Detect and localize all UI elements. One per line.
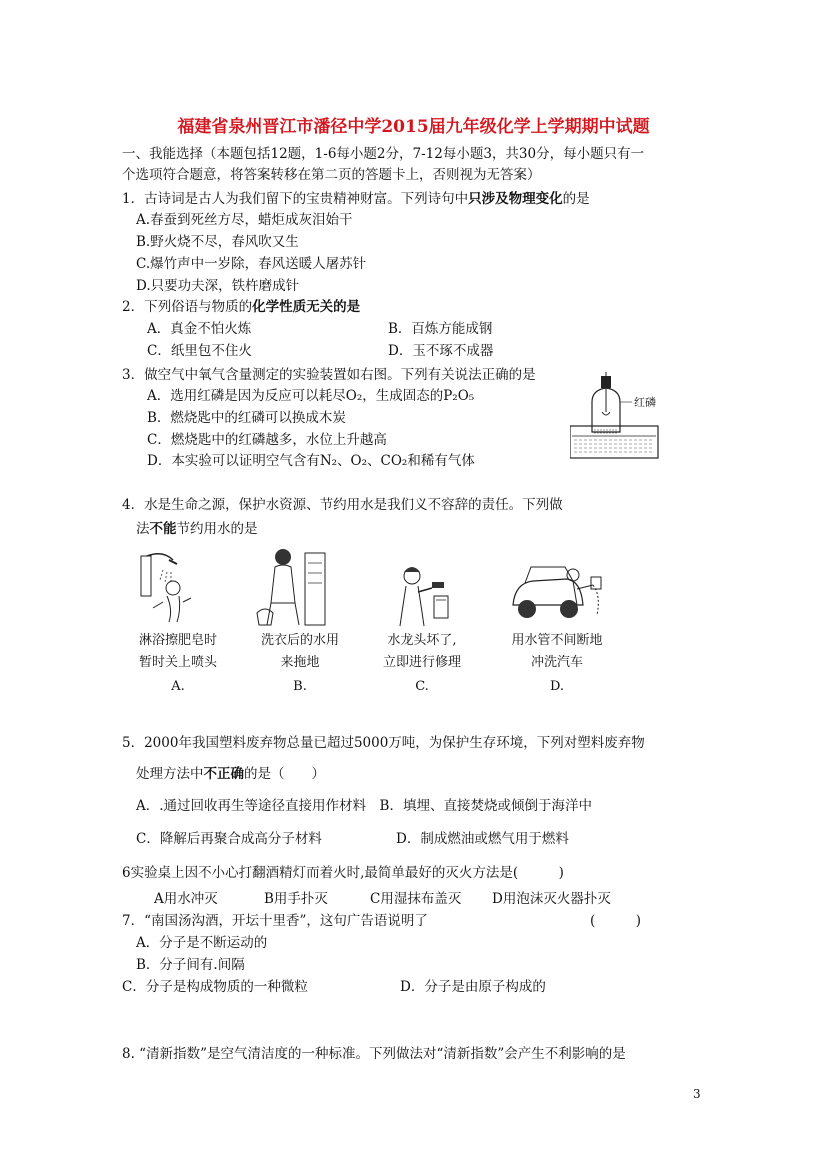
q6-option-c: C用湿抹布盖灭 <box>370 891 462 907</box>
q5-stem-line-2 <box>136 765 325 783</box>
q2-stem <box>122 298 360 316</box>
q3-option-c: C．燃烧匙中的红磷越多，水位上升越高 <box>147 432 387 448</box>
page-title: 福建省泉州晋江市潘径中学2015届九年级化学上学期期中试题 <box>177 117 650 137</box>
q1-stem-bold: 只涉及物理变化 <box>468 191 563 207</box>
q7-option-d: D．分子是由原子构成的 <box>400 979 546 995</box>
q3-option-b: B．燃烧匙中的红磷可以换成木炭 <box>147 410 346 426</box>
q4-stem-post: 节约用水的是 <box>176 521 258 537</box>
section-header-line-2: 个选项符合题意，将答案转移在第二页的答题卡上，否则视为无答案） <box>122 167 541 183</box>
q6-stem: 6实验桌上因不小心打翻酒精灯而着火时,最简单最好的灭火方法是( ) <box>122 865 564 881</box>
q1-option-b: B.野火烧不尽，春风吹又生 <box>136 234 299 250</box>
q4-option-c-caption <box>362 630 482 698</box>
q7-option-c: C．分子是构成物质的一种微粒 <box>122 979 308 995</box>
q4-option-d-caption-line-2: 冲洗汽车 <box>530 655 583 670</box>
q2-stem-pre: 2．下列俗语与物质的 <box>122 299 253 315</box>
q4-option-b-caption <box>240 630 360 698</box>
q1-option-d: D.只要功夫深，铁杵磨成针 <box>136 278 300 294</box>
q4-option-d-caption <box>492 630 622 698</box>
q2-option-d: D．玉不琢不成器 <box>388 343 494 359</box>
q4-option-b-letter: B. <box>293 679 307 694</box>
combustion-spoon <box>602 412 610 415</box>
q4-option-a-letter: A. <box>171 679 185 694</box>
q6-option-a: A用水冲灭 <box>154 891 218 907</box>
q4-stem-line-1: 4．水是生命之源，保护水资源、节约用水是我们义不容辞的责任。下列做 <box>122 497 563 513</box>
q1-stem-pre: 1．古诗词是古人为我们留下的宝贵精神财富。下列诗句中 <box>122 191 469 207</box>
q5-option-d: D．制成燃油或燃气用于燃料 <box>396 831 569 847</box>
faucet-repair-illustration <box>390 560 460 630</box>
q4-option-c-caption-line-2: 立即进行修理 <box>382 655 461 670</box>
q4-option-c-caption-line-1: 水龙头坏了, <box>387 633 457 648</box>
q2-option-a: A．真金不怕火炼 <box>147 321 252 337</box>
section-header-line-1: 一、我能选择（本题包括12题，1-6每小题2分，7-12每小题3，共30分，每小题只有一 <box>122 146 645 162</box>
q1-option-c: C.爆竹声中一岁除，春风送暖人屠苏针 <box>136 256 367 272</box>
q6-option-d: D用泡沫灭火器扑灭 <box>492 891 611 907</box>
q3-option-a: A．选用红磷是因为反应可以耗尽O₂，生成固态的P₂O₅ <box>147 388 475 404</box>
q4-stem-pre: 法 <box>136 521 150 537</box>
q6-option-b: B用手扑灭 <box>264 891 328 907</box>
q7-answer-paren: ( ) <box>590 913 642 929</box>
red-phosphorus-label: 红磷 <box>634 396 656 409</box>
q4-stem-bold: 不能 <box>149 521 177 537</box>
q1-stem-post: 的是 <box>562 191 590 207</box>
q5-option-c: C．降解后再聚合成高分子材料 <box>136 831 322 847</box>
q1-option-a: A.春蚕到死丝方尽，蜡炬成灰泪始干 <box>136 212 353 228</box>
car-washing-illustration <box>507 555 607 630</box>
q5-stem-bold: 不正确 <box>203 766 244 782</box>
q4-option-d-caption-line-1: 用水管不间断地 <box>511 633 603 648</box>
q3-stem: 3．做空气中氧气含量测定的实验装置如右图。下列有关说法正确的是 <box>122 367 536 383</box>
q2-stem-bold: 化学性质无关的是 <box>252 299 361 315</box>
q8-stem: 8. “清新指数”是空气清洁度的一种标准。下列做法对“清新指数”会产生不利影响的是 <box>122 1046 626 1062</box>
q5-options-ab: A．.通过回收再生等途径直接用作材料 B．填埋、直接焚烧或倾倒于海洋中 <box>136 798 592 814</box>
q5-stem-pre: 处理方法中 <box>136 766 204 782</box>
q4-option-a-caption <box>118 630 238 698</box>
q7-stem: 7．“南国汤沟酒，开坛十里香”，这句广告语说明了 <box>122 913 428 929</box>
q2-option-b: B．百炼方能成钢 <box>388 321 493 337</box>
q1-stem <box>122 190 590 208</box>
q7-option-b: B．分子间有.间隔 <box>136 957 245 973</box>
q4-option-d-letter: D. <box>549 679 565 694</box>
q5-stem-line-1: 5．2000年我国塑料废弃物总量已超过5000万吨，为保护生存环境，下列对塑料废弃物 <box>122 735 645 751</box>
q2-option-c: C．纸里包不住火 <box>147 343 252 359</box>
q5-stem-post: 的是（ ） <box>244 766 325 782</box>
water-trough <box>570 426 658 458</box>
q4-option-c-letter: C. <box>415 679 429 694</box>
shower-illustration <box>133 550 203 625</box>
q7-option-a: A．分子是不断运动的 <box>136 935 268 951</box>
q4-option-a-caption-line-1: 淋浴擦肥皂时 <box>138 633 217 648</box>
q4-option-b-caption-line-2: 来拖地 <box>280 655 320 670</box>
q4-option-a-caption-line-2: 暂时关上喷头 <box>138 655 217 670</box>
q4-stem-line-2 <box>136 520 258 538</box>
page-number: 3 <box>693 1087 701 1101</box>
laundry-water-illustration <box>253 543 333 628</box>
q3-option-d: D．本实验可以证明空气含有N₂、O₂、CO₂和稀有气体 <box>147 453 475 469</box>
q4-option-b-caption-line-1: 洗衣后的水用 <box>260 633 339 648</box>
oxygen-experiment-figure <box>570 372 680 462</box>
